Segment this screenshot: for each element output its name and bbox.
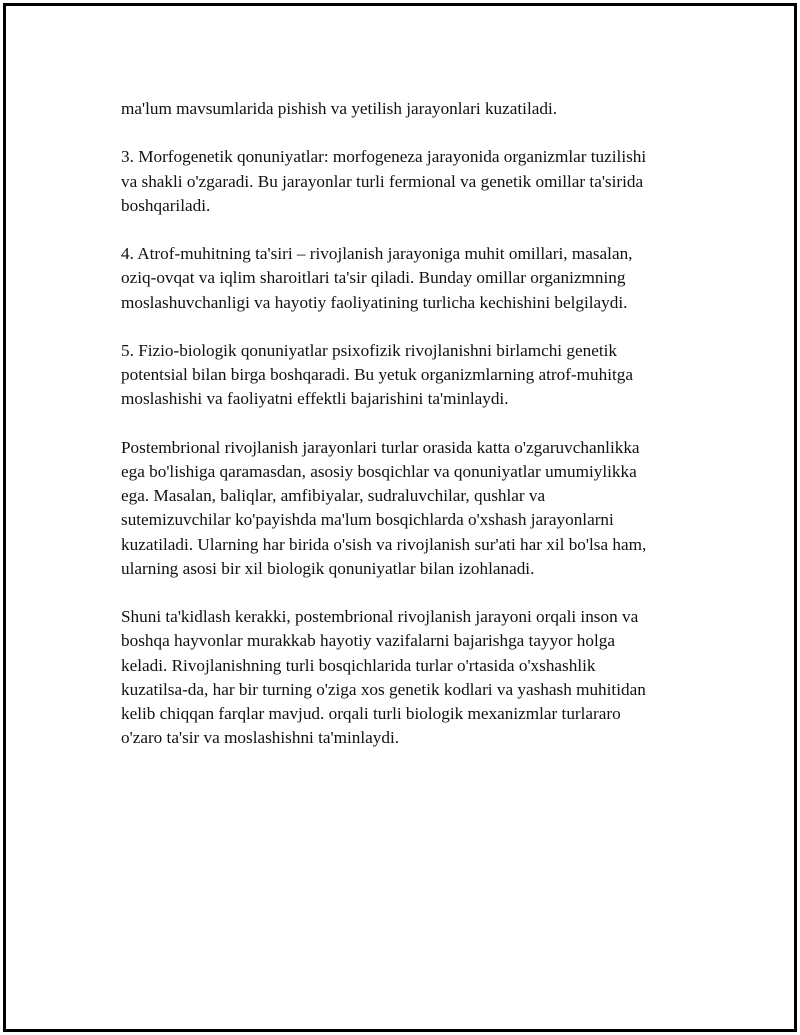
document-page (3, 3, 797, 1032)
paragraph-conclusion: Shuni ta'kidlash kerakki, postembrional rivojlanish jarayoni orqali inson va boshqa hayvonlar murakkab hayotiy vazifalarni bajarishga tayyor holga keladi. Rivojlanishning turli bosqichlarida turlar o'rtasida o'xshashlik kuzatilsa-da, har bir turning o'ziga xos genetik kodlari va yashash muhitidan kelib chiqqan farqlar mavjud. orqali turli biologik mexanizmlar turlararo o'zaro ta'sir va moslashishni ta'minlaydi. (121, 607, 646, 748)
paragraph-postembryonal-development: Postembrional rivojlanish jarayonlari turlar orasida katta o'zgaruvchanlikka ega bo'lishiga qaramasdan, asosiy bosqichlar va qonuniyatlar umumiylikka ega. Masalan, baliqlar, amfibiyalar, sudraluvchilar, qushlar va sutemizuvchilar ko'payishda ma'lum bosqichlarda o'xshash jarayonlarni kuzatiladi. Ularning har birida o'sish va rivojlanish sur'ati har xil bo'lsa ham, ularning asosi bir xil biologik qonuniyatlar bilan izohlanadi. (121, 437, 647, 578)
document-body (121, 97, 711, 775)
paragraph-physio-biological-laws: 5. Fizio-biologik qonuniyatlar psixofizik rivojlanishni birlamchi genetik potentsial bilan birga boshqaradi. Bu yetuk organizmlarning atrof-muhitga moslashishi va faoliyatni effektli bajarishini ta'minlaydi. (121, 340, 634, 409)
paragraph-intro-continuation: ma'lum mavsumlarida pishish va yetilish jarayonlari kuzatiladi. (121, 99, 558, 118)
paragraph-morphogenetic-laws: 3. Morfogenetik qonuniyatlar: morfogeneza jarayonida organizmlar tuzilishi va shakli o'zgaradi. Bu jarayonlar turli fermional va genetik omillar ta'sirida boshqariladi. (121, 147, 647, 215)
paragraph-environment-influence: 4. Atrof-muhitning ta'siri – rivojlanish jarayoniga muhit omillari, masalan, oziq-ovqat va iqlim sharoitlari ta'sir qiladi. Bunday omillar organizmning moslashuvchanligi va hayotiy faoliyatining turlicha kechishini belgilaydi. (121, 244, 633, 312)
